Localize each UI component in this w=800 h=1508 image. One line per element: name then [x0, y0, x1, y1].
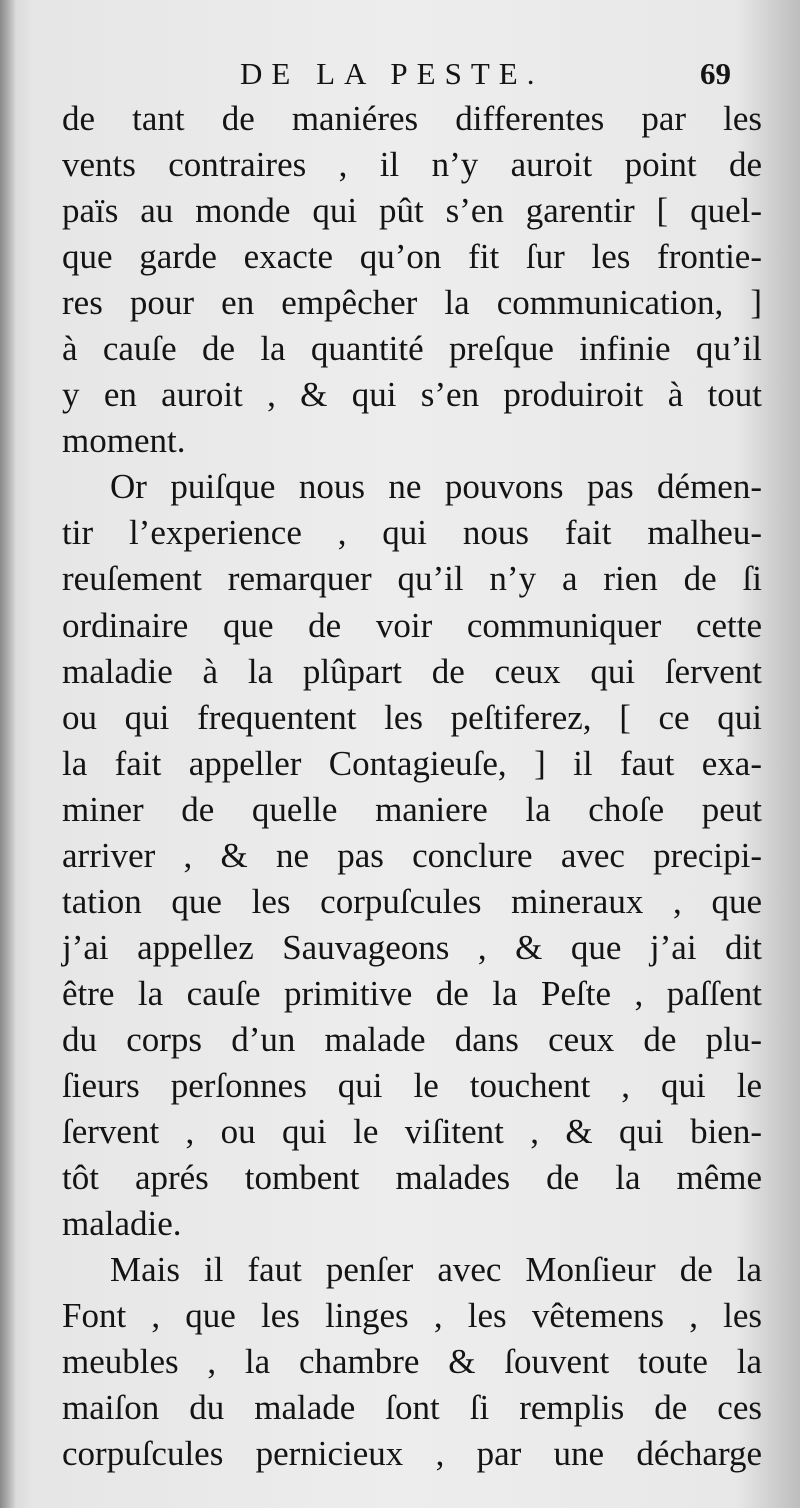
text-line: tir l’experience , qui nous fait malheu- [62, 513, 762, 553]
text-line: ſieurs perſonnes qui le touchent , qui le [62, 1065, 762, 1105]
text-line: tation que les corpuſcules mineraux , que [62, 881, 762, 921]
text-line: maladie à la plûpart de ceux qui ſervent [62, 651, 762, 691]
gutter-shadow [0, 0, 16, 1508]
body-text [62, 96, 762, 1477]
text-line: arriver , & ne pas conclure avec precipi- [62, 835, 762, 875]
text-line: ſervent , ou qui le viſitent , & qui bien- [62, 1112, 762, 1152]
text-line: païs au monde qui pût s’en garentir [ quel- [62, 191, 762, 231]
text-line: Font , que les linges , les vêtemens , les [62, 1296, 762, 1336]
text-line: moment. [62, 421, 186, 461]
text-line: tôt aprés tombent malades de la même [62, 1158, 762, 1198]
text-line: être la cauſe primitive de la Peſte , paſſent [62, 973, 762, 1013]
text-line: ou qui frequentent les peſtiferez, [ ce qui [62, 697, 762, 737]
text-line: maiſon du malade ſont ſi remplis de ces [62, 1388, 762, 1428]
text-line: la fait appeller Contagieuſe, ] il faut exa- [62, 743, 762, 783]
running-head [0, 54, 800, 94]
paragraph-start-line: Or puiſque nous ne pouvons pas démen- [110, 467, 762, 507]
text-line: res pour en empêcher la communication, ] [62, 283, 762, 323]
text-line: reuſement remarquer qu’il n’y a rien de ſi [62, 559, 762, 599]
paragraph-start-line: Mais il faut penſer avec Monſieur de la [110, 1250, 762, 1290]
text-line: y en auroit , & qui s’en produiroit à tout [62, 375, 762, 415]
text-line: miner de quelle maniere la choſe peut [62, 789, 762, 829]
text-line: j’ai appellez Sauvageons , & que j’ai dit [62, 927, 762, 967]
text-line: vents contraires , il n’y auroit point de [62, 145, 762, 185]
text-line: du corps d’un malade dans ceux de plu- [62, 1019, 762, 1059]
text-line: maladie. [62, 1204, 182, 1244]
text-line: ordinaire que de voir communiquer cette [62, 605, 762, 645]
text-line: corpuſcules pernicieux , par une décharge [62, 1434, 762, 1474]
text-line: à cauſe de la quantité preſque infinie qu’il [62, 329, 762, 369]
text-line: meubles , la chambre & ſouvent toute la [62, 1342, 762, 1382]
page-number: 69 [700, 56, 731, 91]
running-head-title: DE LA PESTE. [240, 56, 544, 91]
text-line: de tant de maniéres differentes par les [62, 99, 762, 138]
text-line: que garde exacte qu’on fit ſur les frontie- [62, 237, 762, 277]
